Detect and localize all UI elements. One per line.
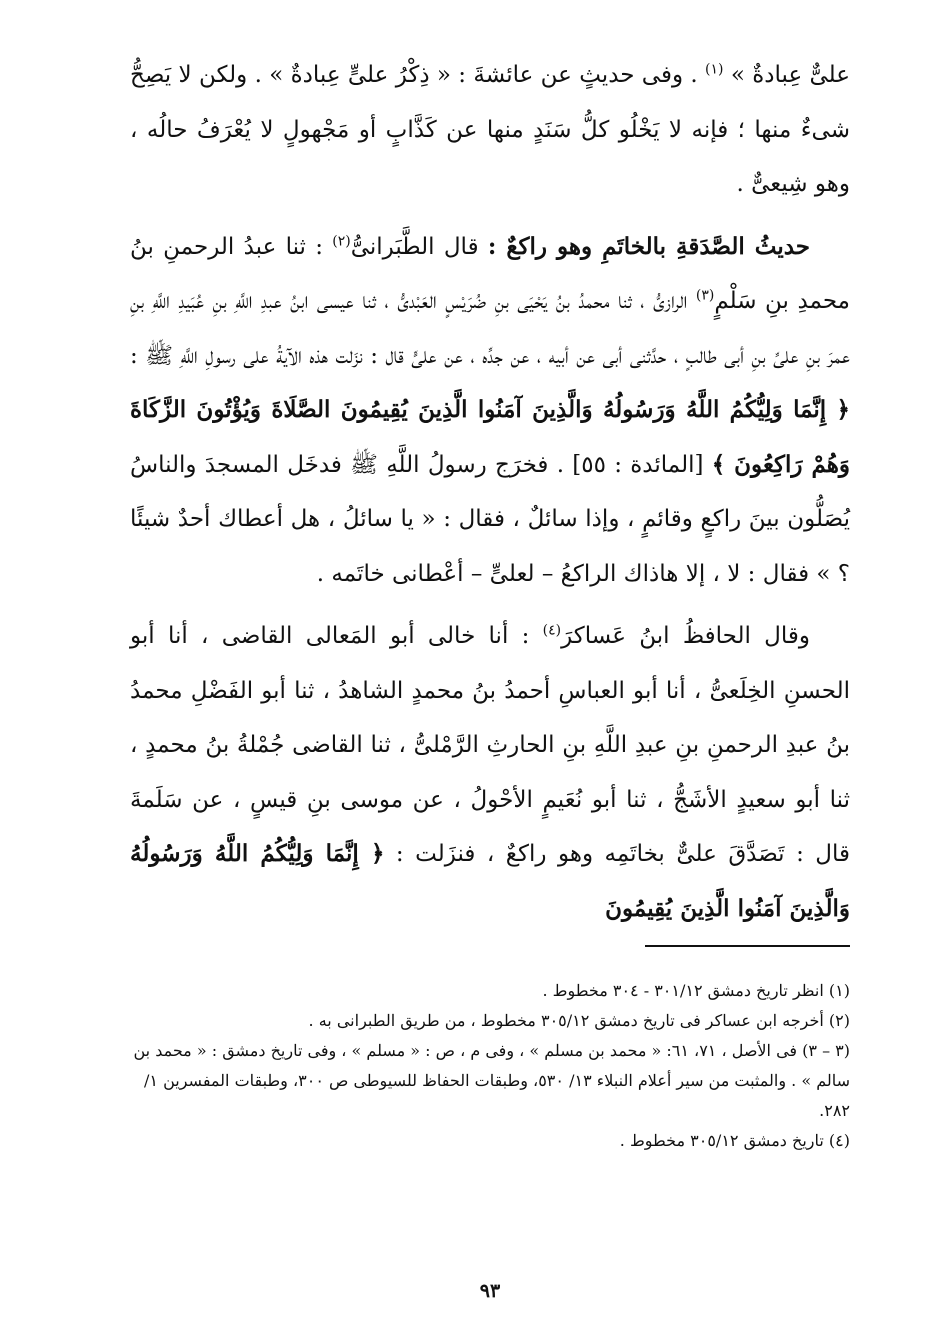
footnote-ref-3: (٣) (695, 287, 715, 304)
paragraph-2-text-c: الرازىُّ ، ثنا محمدُ بنُ يَحْيَى بنِ ضُرَيْسٍ العَبْدىُّ ، ثنا عيسى ابنُ عبدِ اللَّهِ بنِ عُبَيدِ اللَّهِ بنِ عمرَ بنِ علىِّ بنِ أبى طالبٍ ، حدَّثنى أبى عن أبيه ، عن جدِّه ، عن علىٍّ قال : نزَلت هذه الآيةُ على رسولِ اللَّهِ ﷺ : (130, 288, 850, 369)
paragraph-3-text-b: : أنا خالى أبو المَعالى القاضى ، أنا أبو الحسنِ الخِلَعىُّ ، أنا أبو العباسِ أحمدُ بنُ محمدٍ الشاهدُ ، ثنا أبو الفَضْلِ محمدُ بنُ عبدِ الرحمنِ بنِ عبدِ اللَّهِ بنِ الحارثِ الرَّمْلىُّ ، ثنا القاضى جُمْلةُ بنُ محمدٍ ، ثنا أبو سعيدٍ الأشَجُّ ، ثنا أبو نُعَيمٍ الأحْولُ ، عن موسى بنِ قيسٍ ، عن سَلَمةَ قال : تَصَدَّقَ علىٌّ بخاتَمِه وهو راكعٌ ، فنزَلت : (130, 623, 851, 867)
paragraph-1 (130, 48, 850, 212)
footnotes (130, 976, 850, 1156)
footnote-4: (٤) تاريخ دمشق ٣٠٥/١٢ مخطوط . (619, 1131, 850, 1150)
paragraph-1-text-a: علىٌّ عِبادةٌ » (730, 62, 851, 88)
quran-citation: [المائدة : ٥٥] (572, 451, 704, 478)
footnote-ref-1: (١) (705, 61, 724, 78)
paragraph-2-text-b: : ثنا عبدُ الرحمنِ بنُ محمدِ بنِ سَلْمٍ (130, 233, 850, 314)
paragraph-3 (130, 609, 850, 936)
footnote-1: (١) انظر تاريخ دمشق ٣٠١/١٢ - ٣٠٤ مخطوط . (542, 981, 850, 1000)
quran-verse-2: ﴿ إِنَّمَا وَلِيُّكُمُ اللَّهُ وَرَسُولُهُ وَالَّذِينَ آمَنُوا الَّذِينَ يُقِيمُونَ (130, 840, 850, 922)
footnote-ref-4: (٤) (542, 622, 562, 639)
main-text (130, 48, 850, 936)
paragraph-3-text-a: وقال الحافظُ ابنُ عَساكرَ (561, 623, 810, 649)
paragraph-2-text-a: قال الطَّبَرانىُّ (350, 233, 479, 260)
book-page (130, 48, 850, 1328)
quran-verse-1: ﴿ إِنَّمَا وَلِيُّكُمُ اللَّهُ وَرَسُولُهُ وَالَّذِينَ آمَنُوا الَّذِينَ يُقِيمُونَ الصَّلَاةَ وَيُؤْتُونَ الزَّكَاةَ وَهُمْ رَاكِعُونَ ﴾ (130, 396, 850, 478)
footnote-2: (٢) أخرجه ابن عساكر فى تاريخ دمشق ٣٠٥/١٢ مخطوط ، من طريق الطبرانى به . (308, 1011, 850, 1030)
page-number: ٩٣ (479, 1280, 501, 1302)
footnote-ref-2: (٢) (332, 232, 351, 249)
footnote-3: (٣ – ٣) فى الأصل ، ٧١، ٦١: « محمد بن مسلم » ، وفى م ، ص : « مسلم » ، وفى تاريخ دمشق : « محمد بن سالم » . والمثبت من سير أعلام النبلاء ١٣/ ٥٣٠، وطبقات الحفاظ للسيوطى ص ٣٠٠، وطبقات المفسرين ١/ ٢٨٢. (133, 1041, 850, 1120)
section-heading: حديثُ الصَّدَقةِ بالخاتَمِ وهو راكعٌ : (487, 232, 811, 260)
footnote-separator (645, 945, 850, 947)
paragraph-2 (130, 220, 850, 602)
paragraph-2-text-d: . فخرَج رسولُ اللَّهِ ﷺ فدخَل المسجدَ والناسُ يُصَلُّون بينَ راكعٍ وقائمٍ ، وإذا سائلٌ ، فقال : « يا سائلُ ، هل أعطاك أحدٌ شيئًا ؟ » فقال : لا ، إلا هاذاك الراكعُ – لعلىٍّ – أعْطانى خاتَمه . (130, 451, 850, 587)
paragraph-1-text-b: . وفى حديثٍ عن عائشةَ : « ذِكْرُ علىٍّ عِبادةٌ » . ولكن لا يَصِحُّ شىءٌ منها ؛ فإنه لا يَخْلُو كلُّ سَنَدٍ منها عن كَذَّابٍ أو مَجْهولٍ لا يُعْرَفُ حالُه ، وهو شِيعىٌّ . (130, 62, 850, 197)
